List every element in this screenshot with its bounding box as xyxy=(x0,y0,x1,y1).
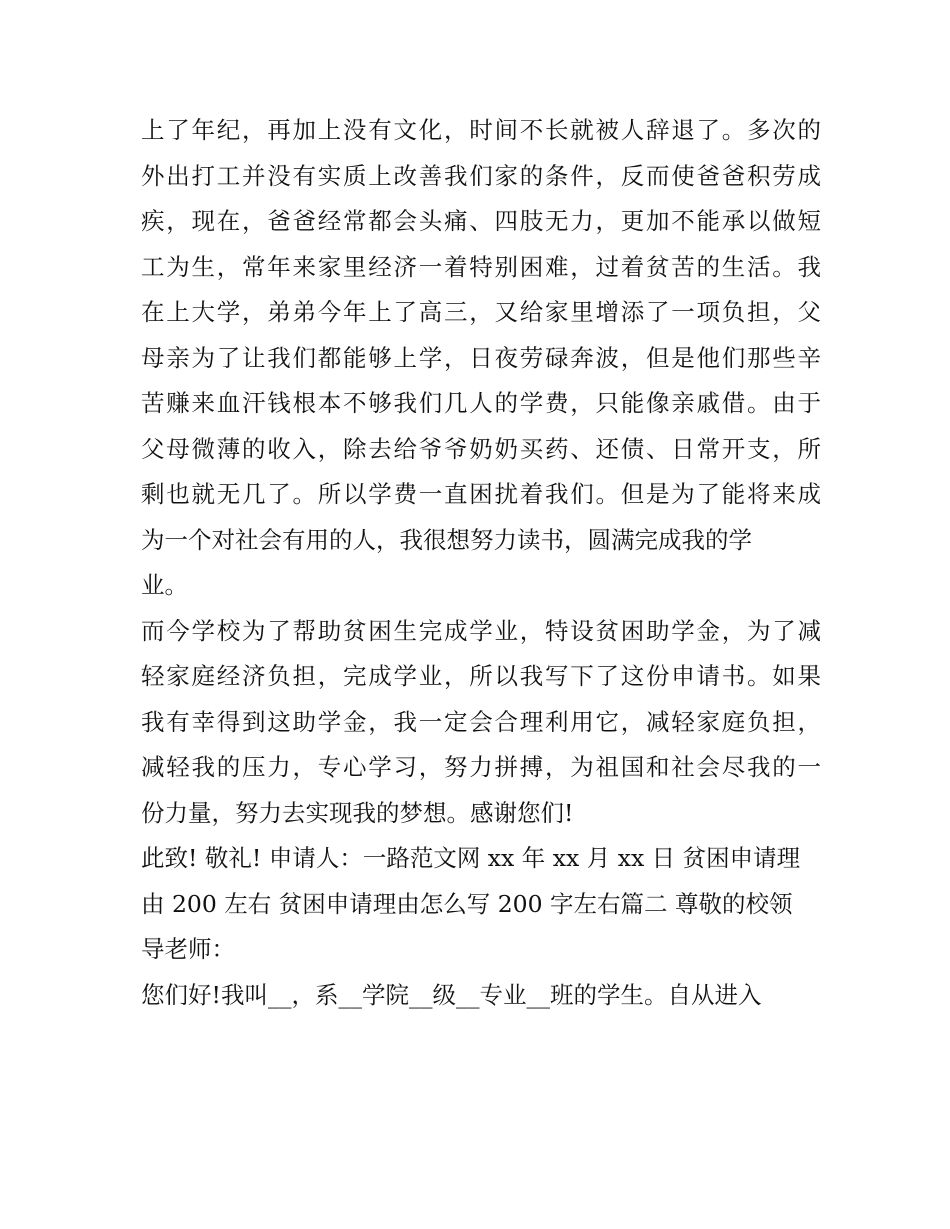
text-line: 您们好!我叫__，系__学院__级__专业__班的学生。自从进入 xyxy=(141,980,762,1009)
text-line: 为一个对社会有用的人，我很想努力读书，圆满完成我的学 xyxy=(141,525,752,554)
text-line: 上了年纪，再加上没有文化，时间不长就被人辞退了。多次的 xyxy=(141,116,821,144)
text-line: 在上大学，弟弟今年上了高三，又给家里增添了一项负担，父 xyxy=(141,298,821,326)
text-line: 份力量，努力去实现我的梦想。感谢您们! xyxy=(141,798,574,827)
text-line: 导老师： xyxy=(141,935,235,963)
text-line: 疾，现在，爸爸经常都会头痛、四肢无力，更加不能承以做短 xyxy=(141,207,821,235)
text-line: 业。 xyxy=(141,571,188,599)
text-line: 而今学校为了帮助贫困生完成学业，特设贫困助学金，为了减 xyxy=(141,616,821,645)
text-line: 外出打工并没有实质上改善我们家的条件，反而使爸爸积劳成 xyxy=(141,161,821,190)
text-line: 母亲为了让我们都能够上学，日夜劳碌奔波，但是他们那些辛 xyxy=(141,343,821,372)
text-line: 减轻我的压力，专心学习，努力拼搏，为祖国和社会尽我的一 xyxy=(141,753,821,781)
text-line: 剩也就无几了。所以学费一直困扰着我们。但是为了能将来成 xyxy=(141,480,821,508)
document-body xyxy=(141,108,821,1018)
text-line: 由 200 左右 贫困申请理由怎么写 200 字左右篇二 尊敬的校领 xyxy=(141,889,793,918)
text-line: 此致! 敬礼! 申请人：一路范文网 xx 年 xx 月 xx 日 贫困申请理 xyxy=(141,844,801,872)
text-line: 苦赚来血汗钱根本不够我们几人的学费，只能像亲戚借。由于 xyxy=(141,389,821,417)
text-line: 父母微薄的收入，除去给爷爷奶奶买药、还债、日常开支，所 xyxy=(141,434,821,463)
text-line: 轻家庭经济负担，完成学业，所以我写下了这份申请书。如果 xyxy=(141,662,821,690)
text-line: 工为生，常年来家里经济一着特别困难，过着贫苦的生活。我 xyxy=(141,252,821,281)
text-line: 我有幸得到这助学金，我一定会合理利用它，减轻家庭负担， xyxy=(141,707,821,736)
